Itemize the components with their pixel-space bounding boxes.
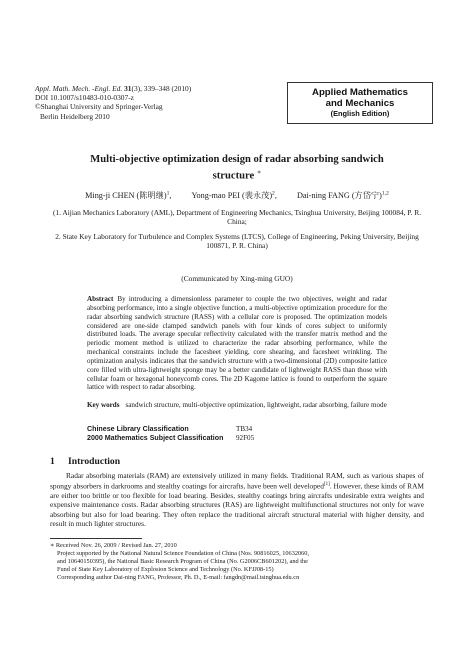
keywords-text: sandwich structure, multi-objective optimization, lightweight, radar absorbing, failure mode (125, 401, 387, 409)
paper-title (40, 154, 434, 183)
footnote-divider (50, 538, 142, 539)
abstract-label: Abstract (87, 295, 114, 303)
introduction-paragraph: Radar absorbing materials (RAM) are extensively utilized in many fields. Traditional RAM, such as various shapes of spongy absorbers in darkrooms and stealthy coatings for aircrafts, have been well developed[1]. However, these kinds of RAM are either too brittle or too flexible for load bearing. Besides, stealthy coatings bring aircrafts undesirable extra weights and expensive maintenance costs. Radar absorbing structures (RAS) are lightweight multifunctional structures not only for wave absorbing but also for load bearing. They often replace the traditional aircraft structural material with higher density, and result in much lighter structures. (50, 471, 424, 528)
journal-citation-block (35, 84, 275, 121)
keywords-label: Key words (87, 401, 120, 409)
journal-name-box (287, 82, 433, 124)
paper-title-line1: Multi-objective optimization design of radar absorbing sandwich (90, 154, 384, 165)
title-footnote-marker: ∗ (256, 168, 262, 176)
communicated-by: (Communicated by Xing-ming GUO) (181, 274, 293, 283)
math-subject-classification: 2000 Mathematics Subject Classification 92F05 (87, 434, 255, 442)
journal-copyright: ©Shanghai University and Springer-Verlag (35, 102, 163, 112)
affiliation-2: 2. State Key Laboratory for Turbulence and Complex Systems (LTCS), College of Engineering, Peking University, Beijing 100871, P. R. China) (55, 232, 419, 251)
author-1: Ming-ji CHEN (陈明继)$^1$, (85, 190, 172, 200)
paper-title-line2: structure ∗ (212, 168, 262, 182)
chinese-library-classification: Chinese Library Classification TB34 (87, 425, 253, 433)
footnote-support-3: Fund of State Key Laboratory of Explosion Science and Technology (No. KFJJ08-15) (57, 565, 274, 573)
footnote-received: ∗ Received Nov. 26, 2009 / Revised Jan. 27, 2010 (50, 542, 177, 549)
keywords (87, 401, 387, 410)
journal-edition: (English Edition) (330, 109, 390, 118)
author-2: Yong-mao PEI (裴永茂)$^2$, (191, 190, 277, 200)
citation-ref: [1] (323, 482, 330, 488)
affiliation-1: (1. Aijian Mechanics Laboratory (AML), Department of Engineering Mechanics, Tsinghua University, Beijing 100084, P. R. China; (52, 208, 422, 227)
author-3: Dai-ning FANG (方岱宁)$^{1,2}$ (296, 190, 389, 200)
journal-name-line1: Applied Mathematics (312, 87, 408, 98)
author-list (40, 190, 434, 201)
footnote-support-1: Project supported by the National Natural Science Foundation of China (Nos. 90816025, 10632060, (57, 549, 310, 557)
journal-name-line2: and Mechanics (325, 98, 395, 109)
section-title: Introduction (68, 456, 121, 467)
abstract-text: By introducing a dimensionless parameter to couple the two objectives, weight and radar absorbing performance, into a single objective function, a multi-objective optimization procedure for the radar absorbing sandwich structure (RASS) with a cellular core is proposed. The optimization models considered are one-side clamped sandwich panels with four kinds of cores subject to uniformly distributed loads. The average specular reflectivity calculated with the transfer matrix method and the periodic moment method is utilized to characterize the radar absorbing performance, while the mechanical constraints include the facesheet yielding, core shearing, and facesheet wrinkling. The optimization analysis indicates that the sandwich structure with a two-dimensional (2D) composite lattice core filled with ultra-lightweight sponge may be a better candidate of lightweight RASS than those with cellular foam or hexagonal honeycomb cores. The 2D Kagome lattice is found to outperform the square lattice with respect to radar absorbing. (87, 295, 387, 392)
abstract (87, 295, 387, 392)
footnote-corresponding: Corresponding author Dai-ning FANG, Professor, Ph. D., E-mail: fangdn@mail.tsinghua.edu.cn (57, 573, 300, 581)
section-number: 1 (50, 456, 55, 467)
journal-place: Berlin Heidelberg 2010 (40, 111, 110, 121)
section-heading-introduction (50, 456, 120, 467)
footnotes (50, 542, 424, 582)
footnote-support-2: and 10640150395), the National Basic Research Program of China (No. G2006CB601202), and the (57, 557, 308, 565)
journal-doi: DOI 10.1007/s10483-010-0307-z (35, 93, 134, 103)
journal-citation: Appl. Math. Mech. -Engl. Ed. 31(3), 339–348 (2010) (35, 84, 192, 93)
